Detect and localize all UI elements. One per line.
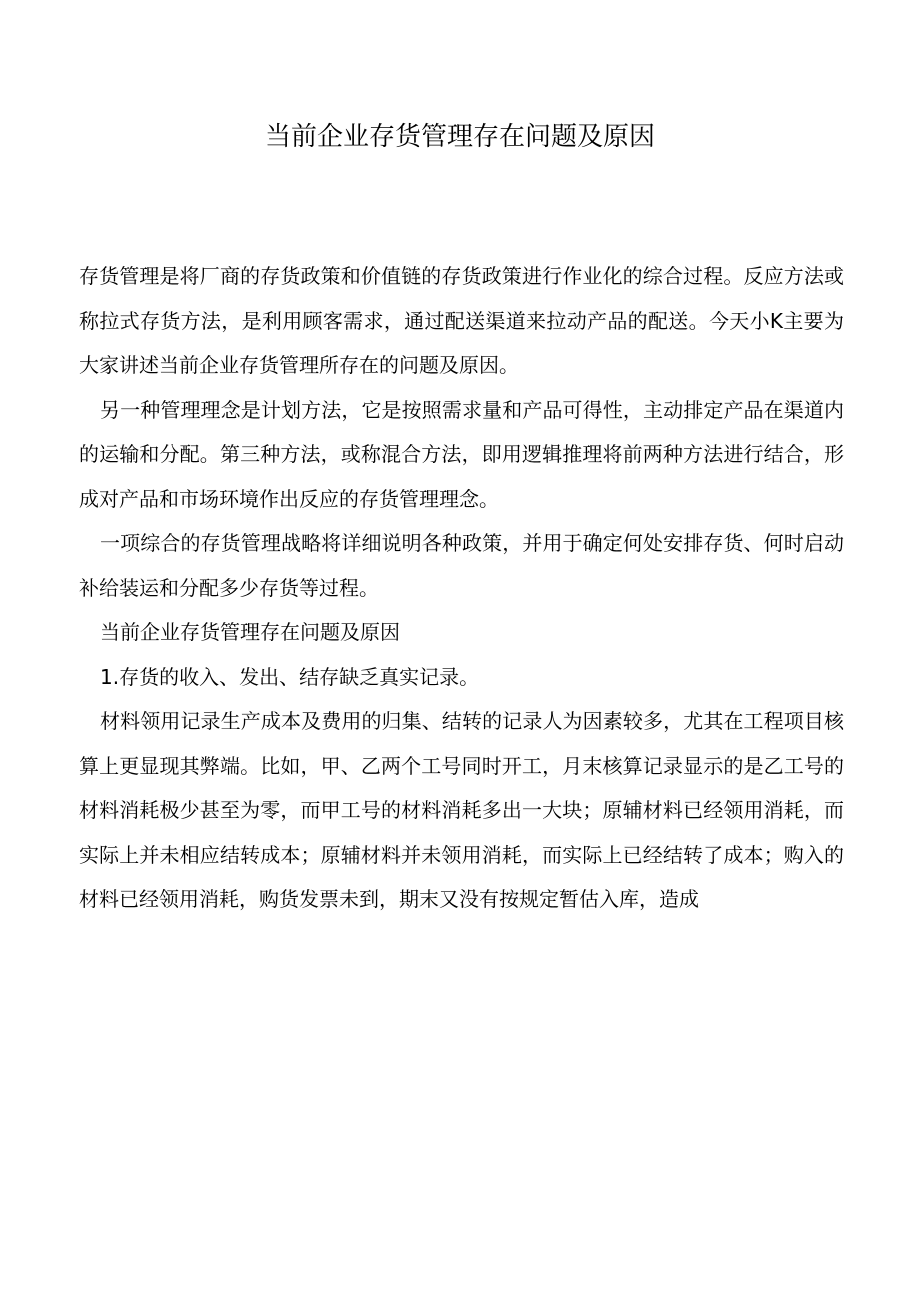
document-body (79, 254, 844, 922)
paragraph-planning-method: 另一种管理理念是计划方法，它是按照需求量和产品可得性，主动排定产品在渠道内的运输和分配。第三种方法，或称混合方法，即用逻辑推理将前两种方法进行结合，形成对产品和市场环境作出反应的存货管理理念。 (79, 397, 844, 511)
paragraph-strategy: 一项综合的存货管理战略将详细说明各种政策，并用于确定何处安排存货、何时启动补给装运和分配多少存货等过程。 (79, 531, 844, 600)
paragraph-intro: 存货管理是将厂商的存货政策和价值链的存货政策进行作业化的综合过程。反应方法或称拉式存货方法，是利用顾客需求，通过配送渠道来拉动产品的配送。今天小K主要为大家讲述当前企业存货管理所存在的问题及原因。 (79, 264, 844, 377)
paragraph-materials: 材料领用记录生产成本及费用的归集、结转的记录人为因素较多，尤其在工程项目核算上更显现其弊端。比如，甲、乙两个工号同时开工，月末核算记录显示的是乙工号的材料消耗极少甚至为零，而甲工号的材料消耗多出一大块；原辅材料已经领用消耗，而实际上并未相应结转成本；原辅材料并未领用消耗，而实际上已经结转了成本；购入的材料已经领用消耗，购货发票未到，期末又没有按规定暂估入库，造成 (79, 709, 844, 911)
list-item-1: 1.存货的收入、发出、结存缺乏真实记录。 (100, 664, 480, 689)
document-title: 当前企业存货管理存在问题及原因 (264, 122, 655, 152)
section-heading: 当前企业存货管理存在问题及原因 (100, 620, 400, 644)
